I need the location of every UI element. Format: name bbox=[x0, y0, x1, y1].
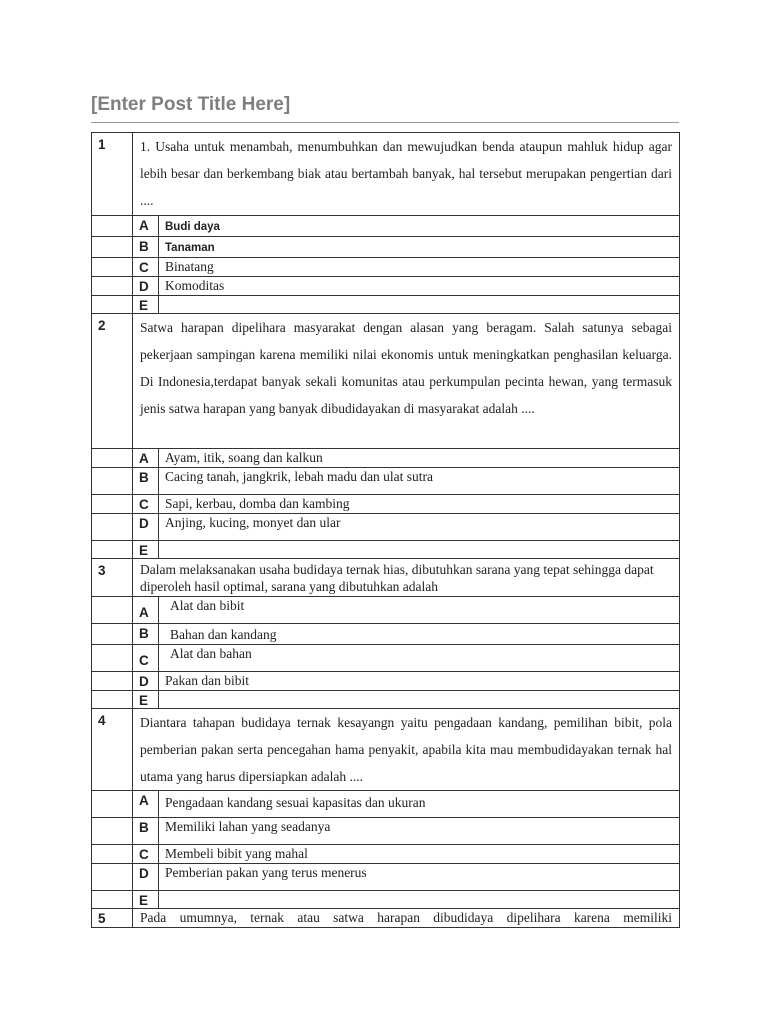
option-row bbox=[92, 449, 680, 468]
option-row bbox=[92, 818, 680, 845]
question-row bbox=[92, 559, 680, 597]
option-row bbox=[92, 495, 680, 514]
option-letter: B bbox=[133, 237, 159, 258]
option-letter: D bbox=[133, 864, 159, 891]
question-text: Satwa harapan dipelihara masyarakat dengan alasan yang beragam. Salah satunya sebagai pekerjaan sampingan karena memiliki nilai ekonomis untuk meningkatkan penghasilan keluarga. Di Indonesia,terdapat banyak sekali komunitas atau perkumpulan pecinta hewan, yang termasuk jenis satwa harapan yang banyak dibudidayakan di masyarakat adalah .... bbox=[133, 314, 680, 449]
option-text[interactable]: Binatang bbox=[159, 258, 680, 277]
option-text[interactable]: Tanaman bbox=[159, 237, 680, 258]
option-row bbox=[92, 541, 680, 559]
option-letter: A bbox=[133, 597, 159, 624]
question-text: Pada umumnya, ternak atau satwa harapan dibudidaya dipelihara karena memiliki bbox=[133, 909, 680, 928]
option-letter: B bbox=[133, 818, 159, 845]
question-row bbox=[92, 709, 680, 791]
question-text: Diantara tahapan budidaya ternak kesayangn yaitu pengadaan kandang, pemilihan bibit, pola pemberian pakan serta pencegahan hama penyakit, apabila kita mau membudidayakan ternak hal utama yang harus dipersiapkan adalah .... bbox=[133, 709, 680, 791]
option-text[interactable]: Komoditas bbox=[159, 277, 680, 296]
option-text[interactable]: Cacing tanah, jangkrik, lebah madu dan ulat sutra bbox=[159, 468, 680, 495]
question-text: 1. Usaha untuk menambah, menumbuhkan dan mewujudkan benda ataupun mahluk hidup agar lebih besar dan berkembang biak atau bertambah banyak, hal tersebut merupakan pengertian dari .... bbox=[133, 133, 680, 216]
option-row bbox=[92, 645, 680, 672]
option-row bbox=[92, 597, 680, 624]
question-number: 5 bbox=[92, 909, 133, 928]
option-text[interactable]: Pakan dan bibit bbox=[159, 672, 680, 691]
option-row bbox=[92, 672, 680, 691]
option-row bbox=[92, 624, 680, 645]
option-row bbox=[92, 691, 680, 709]
option-letter: E bbox=[133, 541, 159, 559]
question-number: 4 bbox=[92, 709, 133, 791]
question-table bbox=[91, 132, 680, 928]
option-row bbox=[92, 864, 680, 891]
option-letter: B bbox=[133, 468, 159, 495]
question-number: 3 bbox=[92, 559, 133, 597]
option-text[interactable] bbox=[159, 541, 680, 559]
option-letter: C bbox=[133, 258, 159, 277]
question-number: 2 bbox=[92, 314, 133, 449]
option-text[interactable] bbox=[159, 691, 680, 709]
option-letter: C bbox=[133, 645, 159, 672]
option-text[interactable]: Pemberian pakan yang terus menerus bbox=[159, 864, 680, 891]
option-text[interactable]: Alat dan bibit bbox=[159, 597, 680, 624]
post-title: [Enter Post Title Here] bbox=[91, 94, 291, 115]
option-text[interactable]: Sapi, kerbau, domba dan kambing bbox=[159, 495, 680, 514]
option-letter: E bbox=[133, 691, 159, 709]
option-letter: E bbox=[133, 296, 159, 314]
question-row bbox=[92, 314, 680, 449]
option-text[interactable]: Alat dan bahan bbox=[159, 645, 680, 672]
option-row bbox=[92, 791, 680, 818]
option-letter: A bbox=[133, 216, 159, 237]
question-text: Dalam melaksanakan usaha budidaya ternak hias, dibutuhkan sarana yang tepat sehingga dapat diperoleh hasil optimal, sarana yang dibutuhkan adalah bbox=[133, 559, 680, 597]
option-text[interactable]: Budi daya bbox=[159, 216, 680, 237]
question-row bbox=[92, 133, 680, 216]
question-number: 1 bbox=[92, 133, 133, 216]
option-letter: A bbox=[133, 791, 159, 818]
option-letter: D bbox=[133, 672, 159, 691]
option-row bbox=[92, 514, 680, 541]
option-text[interactable]: Pengadaan kandang sesuai kapasitas dan ukuran bbox=[159, 791, 680, 818]
option-row bbox=[92, 258, 680, 277]
option-row bbox=[92, 216, 680, 237]
option-letter: D bbox=[133, 514, 159, 541]
option-row bbox=[92, 237, 680, 258]
option-text[interactable] bbox=[159, 296, 680, 314]
option-text[interactable] bbox=[159, 891, 680, 909]
option-row bbox=[92, 296, 680, 314]
option-text[interactable]: Anjing, kucing, monyet dan ular bbox=[159, 514, 680, 541]
option-text[interactable]: Memiliki lahan yang seadanya bbox=[159, 818, 680, 845]
option-row bbox=[92, 845, 680, 864]
option-letter: A bbox=[133, 449, 159, 468]
option-text[interactable]: Membeli bibit yang mahal bbox=[159, 845, 680, 864]
option-letter: C bbox=[133, 495, 159, 514]
option-text[interactable]: Bahan dan kandang bbox=[159, 624, 680, 645]
option-text[interactable]: Ayam, itik, soang dan kalkun bbox=[159, 449, 680, 468]
option-letter: E bbox=[133, 891, 159, 909]
option-row bbox=[92, 891, 680, 909]
option-letter: B bbox=[133, 624, 159, 645]
title-divider bbox=[91, 122, 679, 123]
question-row bbox=[92, 909, 680, 928]
option-row bbox=[92, 277, 680, 296]
option-row bbox=[92, 468, 680, 495]
option-letter: D bbox=[133, 277, 159, 296]
option-letter: C bbox=[133, 845, 159, 864]
